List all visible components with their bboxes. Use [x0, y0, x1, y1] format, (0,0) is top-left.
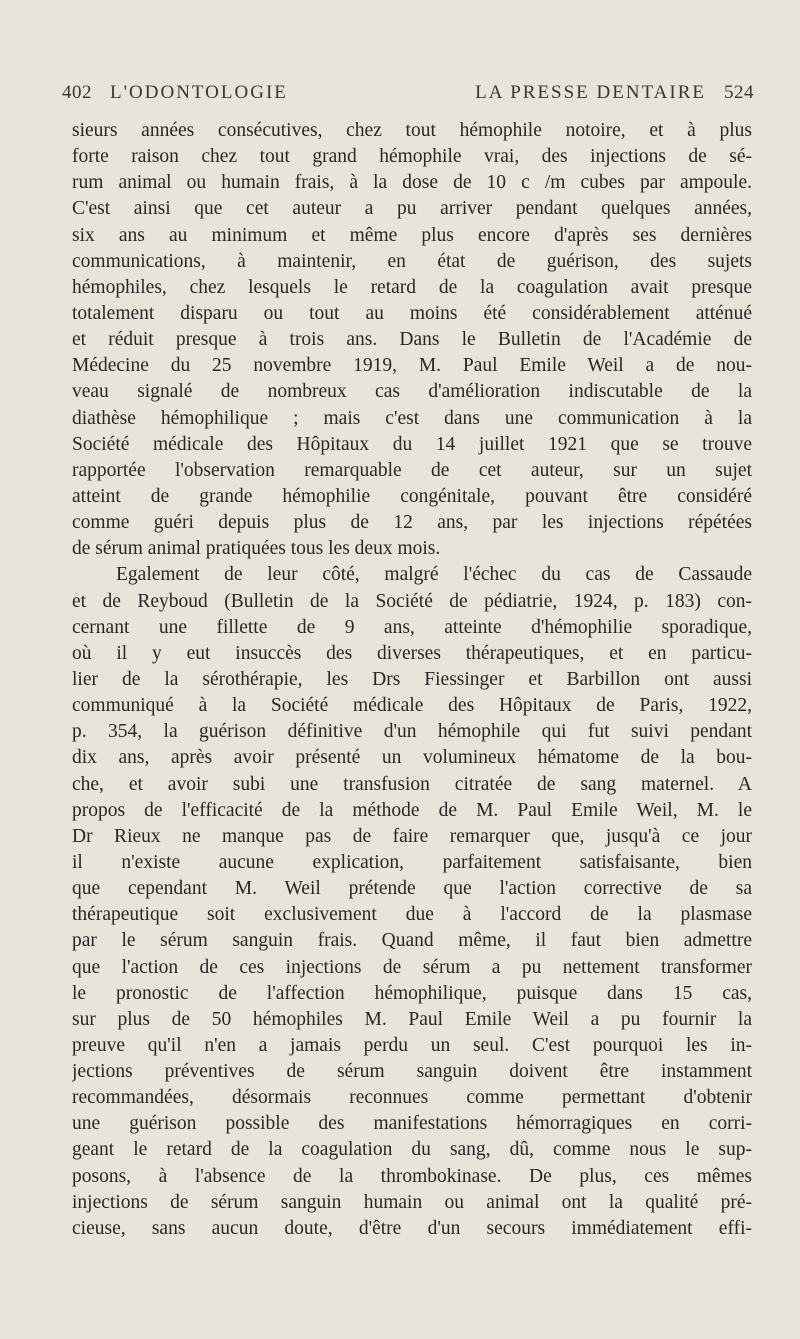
- text-line: recommandées, désormais reconnues comme permettant d'obtenir: [72, 1087, 752, 1109]
- text-line: C'est ainsi que cet auteur a pu arriver pendant quelques années,: [72, 198, 752, 220]
- text-line: communications, à maintenir, en état de guérison, des sujets: [72, 250, 752, 272]
- journal-title: L'ODONTOLOGIE: [110, 82, 288, 103]
- text-line: totalement disparu ou tout au moins été considérablement atténué: [72, 302, 752, 324]
- text-line: une guérison possible des manifestations hémorragiques en corri-: [72, 1113, 752, 1135]
- text-line: thérapeutique soit exclusivement due à l'accord de la plasmase: [72, 904, 752, 926]
- text-line: preuve qu'il n'en a jamais perdu un seul. C'est pourquoi les in-: [72, 1034, 752, 1056]
- text-line: diathèse hémophilique ; mais c'est dans une communication à la: [72, 407, 752, 429]
- text-line: et de Reyboud (Bulletin de la Société de pédiatrie, 1924, p. 183) con-: [72, 590, 752, 612]
- section-title: LA PRESSE DENTAIRE: [475, 82, 706, 103]
- text-line: che, et avoir subi une transfusion citratée de sang maternel. A: [72, 773, 752, 795]
- text-line: injections de sérum sanguin humain ou animal ont la qualité pré-: [72, 1191, 752, 1213]
- text-line: posons, à l'absence de la thrombokinase. De plus, ces mêmes: [72, 1165, 752, 1187]
- text-line: rum animal ou humain frais, à la dose de 10 c /m cubes par ampoule.: [72, 172, 752, 194]
- text-line: sur plus de 50 hémophiles M. Paul Emile Weil a pu fournir la: [72, 1008, 752, 1030]
- text-line: sieurs années consécutives, chez tout hémophile notoire, et à plus: [72, 120, 752, 141]
- text-line: il n'existe aucune explication, parfaitement satisfaisante, bien: [72, 851, 752, 873]
- text-line: que cependant M. Weil prétende que l'action corrective de sa: [72, 878, 752, 900]
- text-line: et réduit presque à trois ans. Dans le Bulletin de l'Académie de: [72, 329, 752, 351]
- text-line: lier de la sérothérapie, les Drs Fiessinger et Barbillon ont aussi: [72, 668, 752, 690]
- text-line: de sérum animal pratiquées tous les deux mois.: [72, 538, 441, 560]
- text-line: dix ans, après avoir présenté un volumineux hématome de la bou-: [72, 747, 752, 769]
- text-line: cieuse, sans aucun doute, d'être d'un secours immédiatement effi-: [72, 1217, 752, 1239]
- text-line: hémophiles, chez lesquels le retard de la coagulation avait presque: [72, 276, 752, 298]
- text-line: comme guéri depuis plus de 12 ans, par les injections répétées: [72, 512, 752, 534]
- text-line: atteint de grande hémophilie congénitale, pouvant être considéré: [72, 485, 752, 507]
- text-line: six ans au minimum et même plus encore d'après ses dernières: [72, 224, 752, 246]
- text-line: forte raison chez tout grand hémophile vrai, des injections de sé-: [72, 146, 752, 168]
- text-line: propos de l'efficacité de la méthode de M. Paul Emile Weil, M. le: [72, 799, 752, 821]
- text-line: Dr Rieux ne manque pas de faire remarquer que, jusqu'à ce jour: [72, 825, 752, 847]
- text-line: veau signalé de nombreux cas d'amélioration indiscutable de la: [72, 381, 752, 403]
- text-line: p. 354, la guérison définitive d'un hémophile qui fut suivi pendant: [72, 721, 752, 743]
- text-line: Médecine du 25 novembre 1919, M. Paul Emile Weil a de nou-: [72, 355, 752, 377]
- text-line: Egalement de leur côté, malgré l'échec du cas de Cassaude: [116, 564, 752, 586]
- text-line: geant le retard de la coagulation du sang, dû, comme nous le sup-: [72, 1139, 752, 1161]
- text-line: rapportée l'observation remarquable de cet auteur, sur un sujet: [72, 459, 752, 481]
- page-number-right: 524: [724, 82, 754, 103]
- text-line: cernant une fillette de 9 ans, atteinte d'hémophilie sporadique,: [72, 616, 752, 638]
- text-line: où il y eut insuccès des diverses thérapeutiques, et en particu-: [72, 642, 752, 664]
- text-line: jections préventives de sérum sanguin doivent être instamment: [72, 1061, 752, 1083]
- page-number-left: 402: [62, 82, 92, 103]
- body-text: [72, 118, 752, 1242]
- running-header: [62, 82, 754, 104]
- text-line: Société médicale des Hôpitaux du 14 juillet 1921 que se trouve: [72, 433, 752, 455]
- text-line: communiqué à la Société médicale des Hôpitaux de Paris, 1922,: [72, 695, 752, 717]
- text-line: que l'action de ces injections de sérum a pu nettement transformer: [72, 956, 752, 978]
- text-line: le pronostic de l'affection hémophilique, puisque dans 15 cas,: [72, 982, 752, 1004]
- text-line: par le sérum sanguin frais. Quand même, il faut bien admettre: [72, 930, 752, 952]
